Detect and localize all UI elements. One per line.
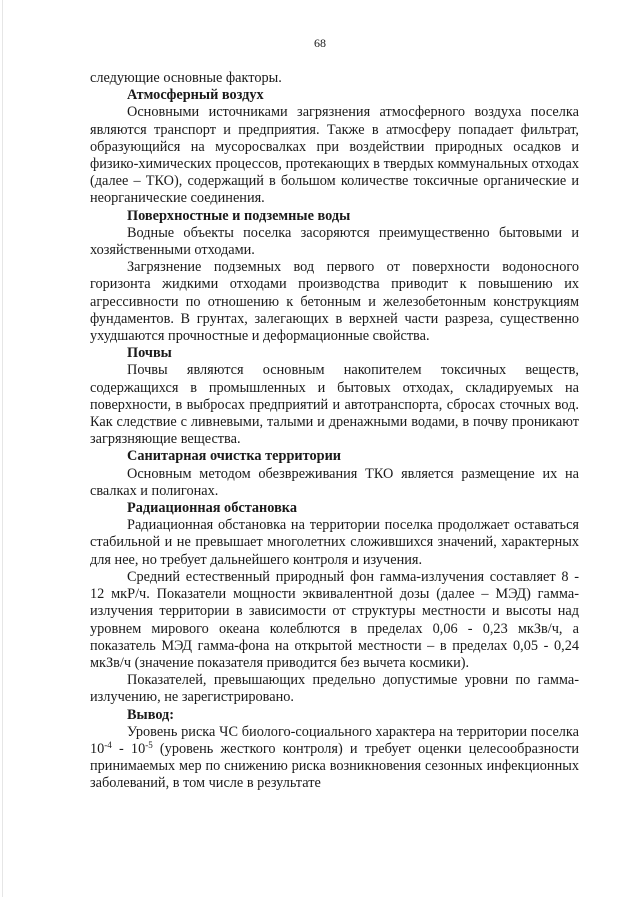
soil-paragraph: Почвы являются основным накопителем токсичных веществ, содержащихся в промышленных и бытовых отходах, складируемых на поверхности, в выбросах предприятий и автотранспорта, сбросах сточных вод. Как следствие с ливневыми, талыми и дренажными водами, в почву проникают загрязняющие вещества.: [90, 362, 579, 448]
exponent-1: -4: [104, 739, 112, 750]
water-paragraph-1: Водные объекты поселка засоряются преимущественно бытовыми и хозяйственными отходами.: [90, 224, 579, 259]
heading-air: Атмосферный воздух: [127, 87, 264, 104]
heading-water: Поверхностные и подземные воды: [127, 207, 351, 224]
conclusion-text-b: - 10: [111, 740, 146, 757]
exponent-2: -5: [145, 739, 153, 750]
radiation-paragraph-3: Показателей, превышающих предельно допустимые уровни по гамма-излучению, не зарегистрировано.: [90, 672, 579, 706]
heading-conclusion: Вывод:: [127, 706, 175, 723]
water-paragraph-2: Загрязнение подземных вод первого от поверхности водоносного горизонта жидкими отходами производства приводит к повышению их агрессивности по отношению к бетонным и железобетонным конструкциям фундаментов. В грунтах, залегающих в верхней части разреза, существенно ухудшаются прочностные и деформационные свойства.: [90, 259, 579, 345]
radiation-paragraph-2: Средний естественный природный фон гамма-излучения составляет 8 - 12 мкР/ч. Показатели мощности эквивалентной дозы (далее – МЭД) гамма-излучения территории в зависимости от структуры местности и высоты над уровнем мирового океана колеблются в пределах 0,06 - 0,23 мкЗв/ч, а показатель МЭД гамма-фона на открытой местности – в пределах 0,05 - 0,24 мкЗв/ч (значение показателя приводится без вычета космики).: [90, 568, 579, 671]
air-paragraph: Основными источниками загрязнения атмосферного воздуха поселка являются транспорт и предприятия. Также в атмосферу попадает фильтрат, образующийся на мусоросвалках при воздействии природных осадков и физико-химических процессов, протекающих в твердых коммунальных отходах (далее – ТКО), содержащий в большом количестве токсичные органические и неорганические соединения.: [90, 104, 579, 207]
conclusion-text-c: (уровень жесткого контроля) и требует оценки целесообразности принимаемых мер по снижению риска возникновения сезонных инфекционных заболеваний, в том числе в результате: [90, 740, 579, 792]
document-body: [90, 70, 579, 793]
sanitation-paragraph: Основным методом обезвреживания ТКО является размещение их на свалках и полигонах.: [90, 465, 579, 499]
heading-sanitation: Санитарная очистка территории: [127, 448, 342, 465]
scan-edge: [2, 0, 3, 897]
intro-line: следующие основные факторы.: [90, 70, 282, 86]
heading-radiation: Радиационная обстановка: [127, 500, 297, 517]
conclusion-text-a: Уровень риска ЧС биолого-социального характера на территории поселка 10: [90, 723, 579, 757]
heading-soil: Почвы: [127, 345, 172, 362]
page-number: 68: [314, 36, 326, 50]
conclusion-paragraph: [90, 724, 579, 793]
radiation-paragraph-1: Радиационная обстановка на территории поселка продолжает оставаться стабильной и не превышает многолетних сложившихся значений, характерных для нее, но требует дальнейшего контроля и изучения.: [90, 517, 579, 568]
